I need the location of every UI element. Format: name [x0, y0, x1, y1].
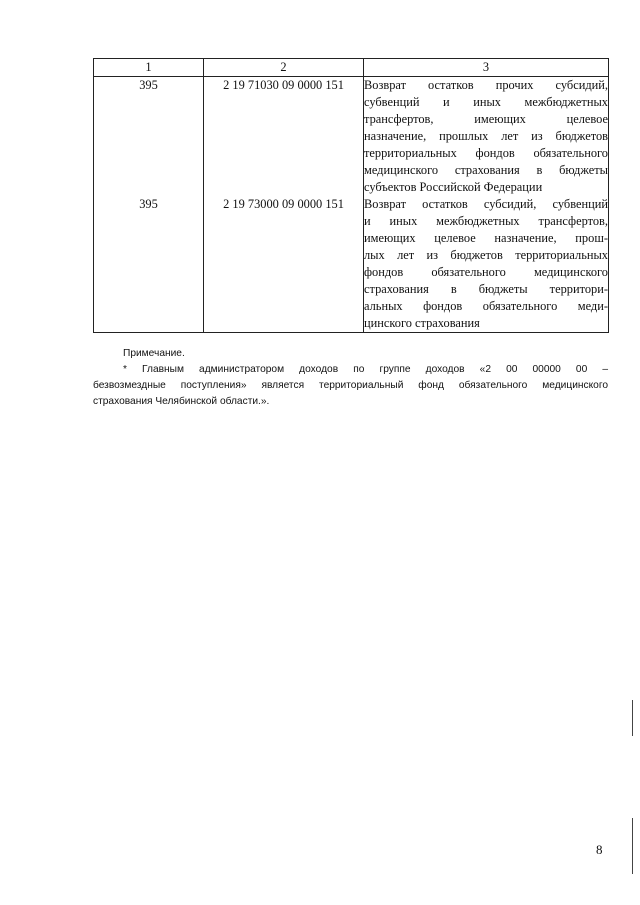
footnote-line: * Главным администратором доходов по группе доходов «2 00 00000 00 –: [123, 364, 608, 375]
page-number: 8: [596, 842, 603, 857]
admin-code-cell: 395: [94, 77, 204, 197]
kbk-cell: 2 19 73000 09 0000 151: [204, 196, 364, 333]
description-cell: [364, 196, 609, 333]
description-line: фондов обязательного медицинского: [364, 265, 608, 279]
description-line: имеющих целевое назначение, прош-: [364, 231, 608, 245]
header-col-2: 2: [204, 59, 364, 77]
footnote-line: безвозмездные поступления» является территориальный фонд обязательного медицинского: [93, 380, 608, 391]
description-line: страхования в бюджеты территори-: [364, 282, 608, 296]
description-line: трансфертов, имеющих целевое: [364, 112, 608, 126]
description-line: назначение, прошлых лет из бюджетов: [364, 129, 608, 143]
description-line: субвенций и иных межбюджетных: [364, 95, 608, 109]
description-line: и иных межбюджетных трансфертов,: [364, 214, 608, 228]
kbk-cell: 2 19 71030 09 0000 151: [204, 77, 364, 197]
description-line: Возврат остатков субсидий, субвенций: [364, 197, 608, 211]
description-line: территориальных фондов обязательного: [364, 146, 608, 160]
scan-edge-mark: [632, 700, 633, 736]
description-cell: [364, 77, 609, 197]
footnote-title: Примечание.: [123, 348, 185, 359]
header-col-1: 1: [94, 59, 204, 77]
description-line: Возврат остатков прочих субсидий,: [364, 78, 608, 92]
header-row: [94, 59, 609, 77]
footnote: [93, 346, 608, 410]
description-line: цинского страхования: [364, 316, 480, 330]
table-row: [94, 77, 609, 197]
revenue-table: [93, 58, 609, 333]
description-line: лых лет из бюджетов территориальных: [364, 248, 608, 262]
table-row: [94, 196, 609, 333]
scan-edge-mark: [632, 818, 633, 874]
description-line: субъектов Российской Федерации: [364, 180, 543, 194]
description-line: медицинского страхования в бюджеты: [364, 163, 608, 177]
admin-code-cell: 395: [94, 196, 204, 333]
footnote-line: страхования Челябинской области.».: [93, 396, 270, 407]
header-col-3: 3: [364, 59, 609, 77]
description-line: альных фондов обязательного меди-: [364, 299, 608, 313]
